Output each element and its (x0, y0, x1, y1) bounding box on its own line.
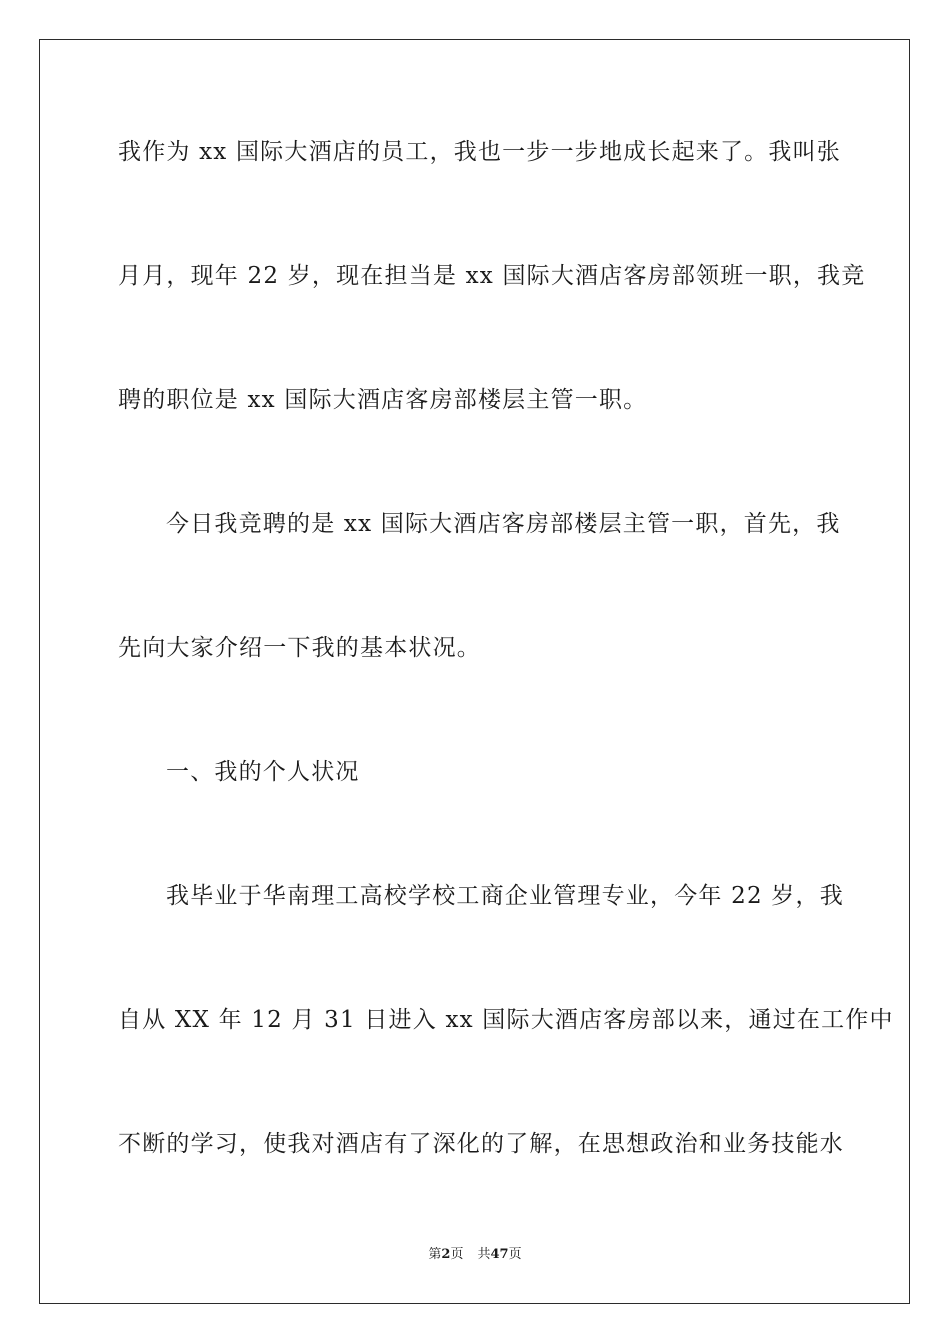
body-text-line: 自从 XX 年 12 月 31 日进入 xx 国际大酒店客房部以来，通过在工作中 (118, 1007, 894, 1033)
total-label-suffix: 页 (508, 1247, 522, 1262)
total-pages: 47 (490, 1247, 509, 1262)
page-footer (0, 1246, 950, 1264)
paragraph-start-line: 今日我竞聘的是 xx 国际大酒店客房部楼层主管一职，首先，我 (166, 511, 841, 537)
body-text-line: 不断的学习，使我对酒店有了深化的了解，在思想政治和业务技能水 (118, 1131, 844, 1157)
body-text-line: 先向大家介绍一下我的基本状况。 (118, 635, 481, 661)
total-label-prefix: 共 (477, 1247, 491, 1262)
section-heading: 一、我的个人状况 (166, 759, 360, 785)
page-label-prefix: 第 (428, 1247, 442, 1262)
body-text-line: 聘的职位是 xx 国际大酒店客房部楼层主管一职。 (118, 387, 648, 413)
paragraph-start-line: 我毕业于华南理工高校学校工商企业管理专业，今年 22 岁，我 (166, 883, 844, 909)
body-text-line: 我作为 xx 国际大酒店的员工，我也一步一步地成长起来了。我叫张 (118, 139, 841, 165)
body-text-line: 月月，现年 22 岁，现在担当是 xx 国际大酒店客房部领班一职，我竞 (118, 263, 866, 289)
page-border (39, 39, 910, 1304)
page-number: 2 (441, 1247, 451, 1262)
page-label-suffix: 页 (450, 1247, 464, 1262)
